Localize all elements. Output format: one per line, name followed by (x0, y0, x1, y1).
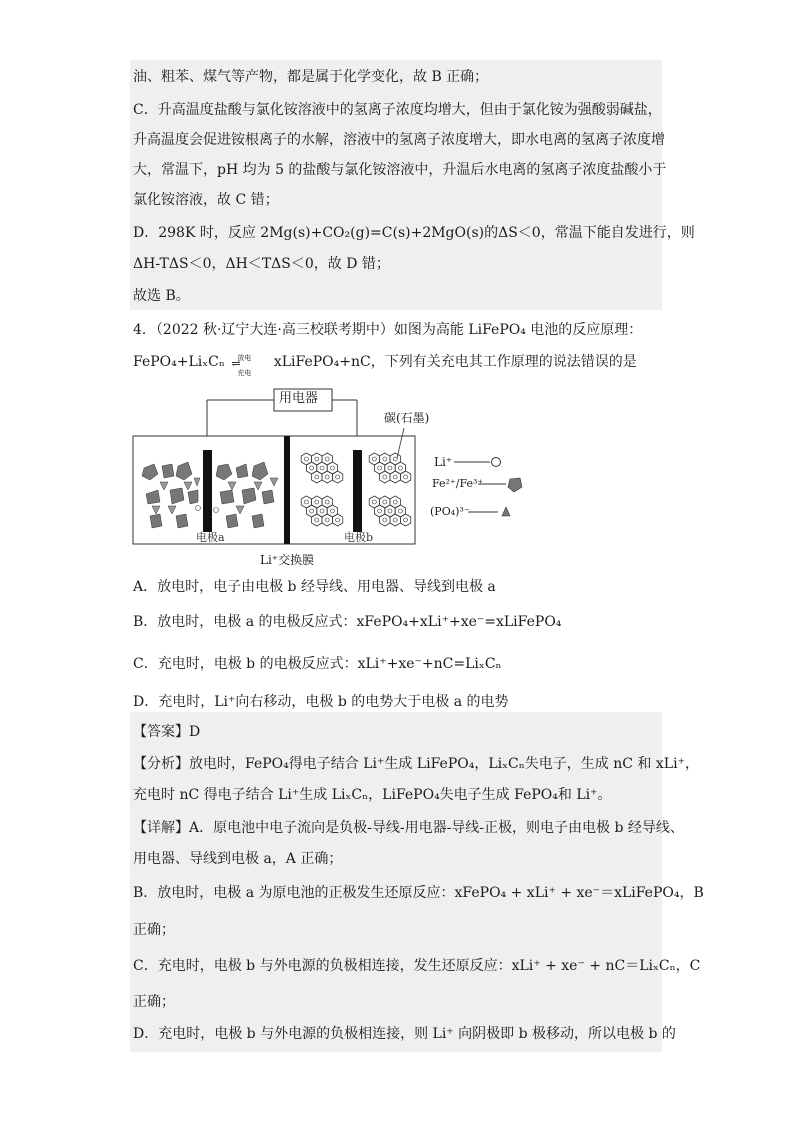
electrode-a-label: 电极a (196, 531, 225, 544)
option-b: B．放电时，电极 a 的电极反应式：xFePO₄+xLi⁺+xe⁻=xLiFePO₄ (133, 614, 562, 630)
device-label: 用电器 (279, 391, 319, 406)
detail-c-line-2: 正确； (133, 994, 175, 1010)
detail-line-2: 用电器、导线到电极 a，A 正确； (133, 851, 343, 867)
prev-line-7: ΔH-TΔS＜0，ΔH＜TΔS＜0，故 D 错； (133, 256, 390, 272)
electrode-b-label: 电极b (344, 531, 374, 544)
legend-fe-label: Fe²⁺/Fe³⁺ (432, 477, 484, 490)
detail-b-line-1: B．放电时，电极 a 为原电池的正极发生还原反应：xFePO₄ + xLi⁺ + xe⁻＝xLiFePO₄，B (133, 885, 704, 901)
legend-li-label: Li⁺ (434, 455, 453, 469)
graphite-label: 碳(石墨) (384, 411, 430, 425)
question-intro: 4．（2022 秋·辽宁大连·高三校联考期中）如图为高能 LiFePO₄ 电池的反应原理： (133, 322, 643, 338)
question-equation (133, 353, 637, 377)
option-c: C．充电时，电极 b 的电极反应式：xLi⁺+xe⁻+nC=LiₓCₙ (133, 656, 502, 672)
prev-line-5: 氯化铵溶液，故 C 错； (133, 192, 279, 208)
equation-right: xLiFePO₄+nC，下列有关充电其工作原理的说法错误的是 (273, 354, 637, 370)
prev-line-3: 升高温度会促进铵根离子的水解，溶液中的氢离子浓度增大，即水电离的氢离子浓度增 (133, 132, 665, 148)
battery-diagram (132, 386, 532, 572)
arrow-top-label: 放电 (237, 354, 252, 362)
equilibrium-arrow (229, 353, 269, 377)
arrow-bottom-label: 充电 (237, 369, 252, 377)
option-d: D．充电时，Li⁺向右移动，电极 b 的电势大于电极 a 的电势 (133, 694, 509, 710)
prev-line-4: 大，常温下，pH 均为 5 的盐酸与氯化铵溶液中，升温后水电离的氢离子浓度盐酸小于 (133, 162, 667, 178)
equation-left: FePO₄+LiₓCₙ (133, 354, 225, 370)
detail-c-line-1: C．充电时，电极 b 与外电源的负极相连接，发生还原反应：xLi⁺ + xe⁻ + nC＝LiₓCₙ，C (133, 958, 701, 974)
prev-line-6: D．298K 时，反应 2Mg(s)+CO₂(g)=C(s)+2MgO(s)的ΔS＜0，常温下能自发进行，则 (133, 225, 695, 241)
answer-label: 【答案】D (133, 724, 201, 740)
analysis-line-2: 充电时 nC 得电子结合 Li⁺生成 LiₓCₙ，LiFePO₄失电子生成 FePO₄和 Li⁺。 (133, 787, 612, 803)
prev-line-2: C．升高温度盐酸与氯化铵溶液中的氢离子浓度均增大，但由于氯化铵为强酸弱碱盐， (133, 102, 662, 118)
detail-line-1: 【详解】A．原电池中电子流向是负极-导线-用电器-导线-正极，则电子由电极 b 经导线、 (133, 820, 684, 836)
option-a: A．放电时，电子由电极 b 经导线、用电器、导线到电极 a (133, 579, 496, 595)
membrane-label: Li⁺交换膜 (260, 553, 315, 567)
legend-po4-label: (PO₄)³⁻ (430, 505, 470, 518)
prev-line-8: 故选 B。 (133, 288, 190, 304)
prev-line-1: 油、粗苯、煤气等产物，都是属于化学变化，故 B 正确； (133, 69, 489, 85)
arrow-glyph: ⇌ (231, 357, 241, 370)
detail-d-line-1: D．充电时，电极 b 与外电源的负极相连接，则 Li⁺ 向阴极即 b 极移动，所以电极 b 的 (133, 1026, 676, 1042)
detail-b-line-2: 正确； (133, 922, 175, 938)
analysis-line-1: 【分析】放电时，FePO₄得电子结合 Li⁺生成 LiFePO₄，LiₓCₙ失电子，生成 nC 和 xLi⁺， (133, 756, 699, 772)
